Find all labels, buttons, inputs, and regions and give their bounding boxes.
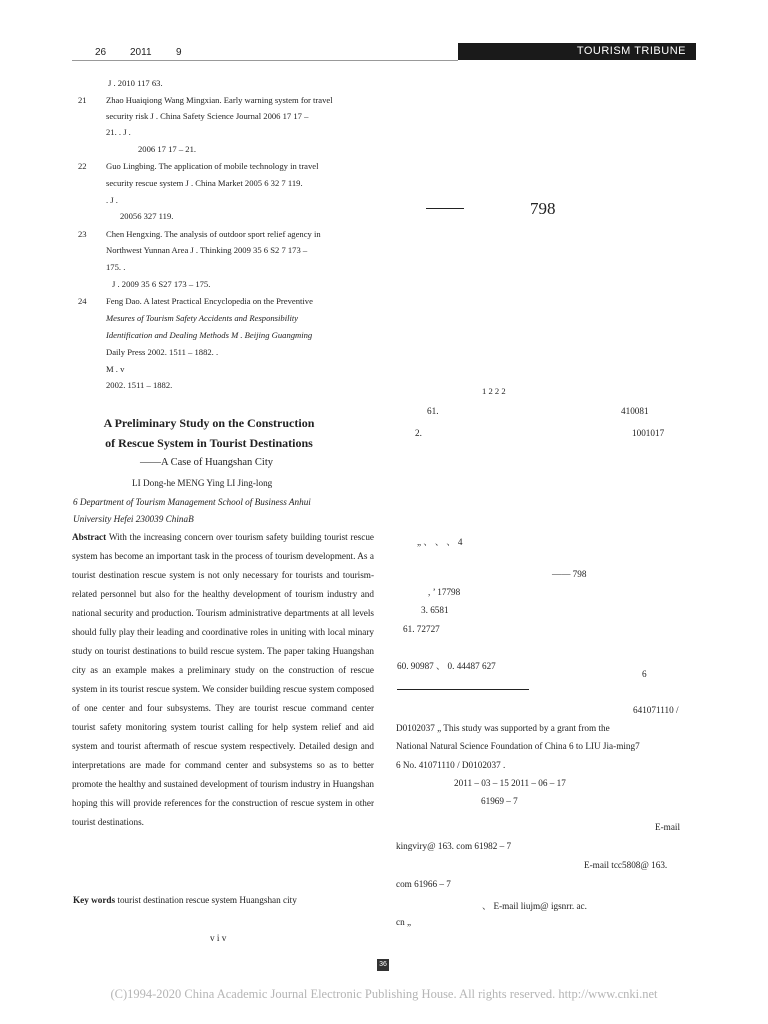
fund-number: 641071110 / (633, 705, 679, 715)
reference-line: Guo Lingbing. The application of mobile technology in travel (106, 161, 319, 171)
reference-line: 20056 327 119. (120, 211, 174, 221)
chinese-abstract-value: 61. 72727 (403, 624, 440, 634)
chinese-abstract-fragment: 6 (642, 669, 647, 679)
chinese-abstract-row: —— 798 (552, 569, 587, 579)
journal-header-bar (458, 43, 696, 60)
reference-line: 2006 17 17 – 21. (138, 144, 197, 154)
keywords-label: Key words (73, 895, 116, 905)
author-superscripts: 1 2 2 2 (482, 386, 506, 396)
affiliation-line1: 6 Department of Tourism Management School of Business Anhui (73, 497, 311, 507)
received-dates: 2011 – 03 – 15 2011 – 06 – 17 (454, 778, 566, 788)
chinese-abstract-row: , ’ 17798 (428, 587, 461, 597)
author-bio: 61969 – 7 (481, 796, 518, 806)
page-number: 36 (377, 959, 389, 971)
abstract (72, 528, 374, 832)
reference-line: Mesures of Tourism Safety Accidents and Responsibility (106, 313, 299, 323)
abstract-text: With the increasing concern over tourism safety building tourist rescue system has become an important task in the process of tourism development. As a tourist destination rescue system is not only necessary for tourists and tourism-related personnel but also for the healthy development of tourism industry and national security and production. Tourism administrative departments at all levels should fully play their leading and coordinative roles in uniting with local minary study on tourist destinations to build rescue system. The paper taking Huangshan city as an example makes a preliminary study on the construction of rescue system in its tourist rescue system. We consider building rescue system composed of one center and four subsystems. They are tourist rescue command center tourist safety monitoring system tourist calling for help system relief and aid system and tourist aftermath of rescue system respectively. Detailed design and interpretations are made for command center and subsystems so as to better promote the healthy and sustained development of tourism industry in Huangshan hoping this will provide references for the construction of rescue system in other tourist destinations. (72, 532, 374, 827)
fund-line: 6 No. 41071110 / D0102037 . (396, 760, 506, 770)
reference-line: . J . (106, 195, 118, 205)
reference-line: security risk J . China Safety Science Journal 2006 17 17 – (106, 111, 309, 121)
reference-line: Northwest Yunnan Area J . Thinking 2009 35 6 S2 7 173 – (106, 245, 308, 255)
abstract-label: Abstract (72, 532, 107, 542)
issue-month: 9 (176, 47, 182, 58)
affiliation-postcode-1: 410081 (621, 406, 649, 416)
reference-line: J . 2009 35 6 S27 173 – 175. (112, 279, 211, 289)
reference-number: 23 (78, 229, 87, 239)
author-list: LI Dong-he MENG Ying LI Jing-long (132, 478, 273, 488)
title-dash (426, 208, 464, 209)
reference-line: Chen Hengxing. The analysis of outdoor sport relief agency in (106, 229, 321, 239)
reference-number: 24 (78, 296, 87, 306)
reference-line: 175. . (106, 262, 126, 272)
affiliation-line2: University Hefei 230039 ChinaB (73, 514, 194, 524)
fund-line: D0102037 „ This study was supported by a grant from the (396, 723, 610, 733)
reference-line: security rescue system J . China Market 2005 6 32 7 119. (106, 178, 303, 188)
journal-name: TOURISM TRIBUNE (576, 45, 686, 57)
reference-line: M . v (106, 364, 125, 374)
keywords (73, 895, 297, 905)
reference-line: Identification and Dealing Methods M . Beijing Guangming (106, 330, 313, 340)
english-title-line2: of Rescue System in Tourist Destinations (105, 436, 313, 450)
email-line: cn „ (396, 917, 412, 927)
chinese-abstract-value: 3. 6581 (421, 605, 449, 615)
reference-continuation: J . 2010 117 63. (108, 78, 163, 88)
email-line: 、 E-mail liujm@ igsnrr. ac. (482, 901, 587, 911)
fund-line: National Natural Science Foundation of China 6 to LIU Jia-ming7 (396, 741, 640, 751)
chinese-abstract-row: „ 、 、 、 4 (417, 537, 463, 547)
copyright-footer: (C)1994-2020 China Academic Journal Electronic Publishing House. All rights reserved. http://www.cnki.net (110, 987, 658, 1001)
author-bio: com 61966 – 7 (396, 879, 451, 889)
email-label: E-mail (655, 822, 681, 832)
email-line: E-mail tcc5808@ 163. (584, 860, 668, 870)
left-bottom-fragment: v i v (210, 933, 227, 943)
issue-year: 2011 (130, 47, 152, 58)
affiliation-marker-2: 2. (415, 428, 422, 438)
english-title-line1: A Preliminary Study on the Construction (103, 416, 315, 430)
reference-line: Feng Dao. A latest Practical Encyclopedia on the Preventive (106, 296, 313, 306)
english-subtitle: ——A Case of Huangshan City (140, 457, 273, 468)
chinese-title-number: 798 (530, 199, 556, 218)
chinese-abstract-value: 60. 90987 、 0. 44487 627 (397, 661, 496, 671)
email-line: kingviry@ 163. com 61982 – 7 (396, 841, 512, 851)
reference-line: Daily Press 2002. 1511 – 1882. . (106, 347, 219, 357)
affiliation-postcode-2: 1001017 (632, 428, 665, 438)
reference-line: 2002. 1511 – 1882. (106, 380, 173, 390)
reference-number: 21 (78, 95, 87, 105)
issue-number: 26 (95, 47, 107, 58)
reference-number: 22 (78, 161, 87, 171)
reference-line: Zhao Huaiqiong Wang Mingxian. Early warning system for travel (106, 95, 333, 105)
header-rule (72, 60, 458, 61)
keywords-text: tourist destination rescue system Huangshan city (117, 895, 297, 905)
footnote-rule (397, 689, 529, 690)
affiliation-marker-1: 61. (427, 406, 439, 416)
reference-line: 21. . J . (106, 127, 131, 137)
